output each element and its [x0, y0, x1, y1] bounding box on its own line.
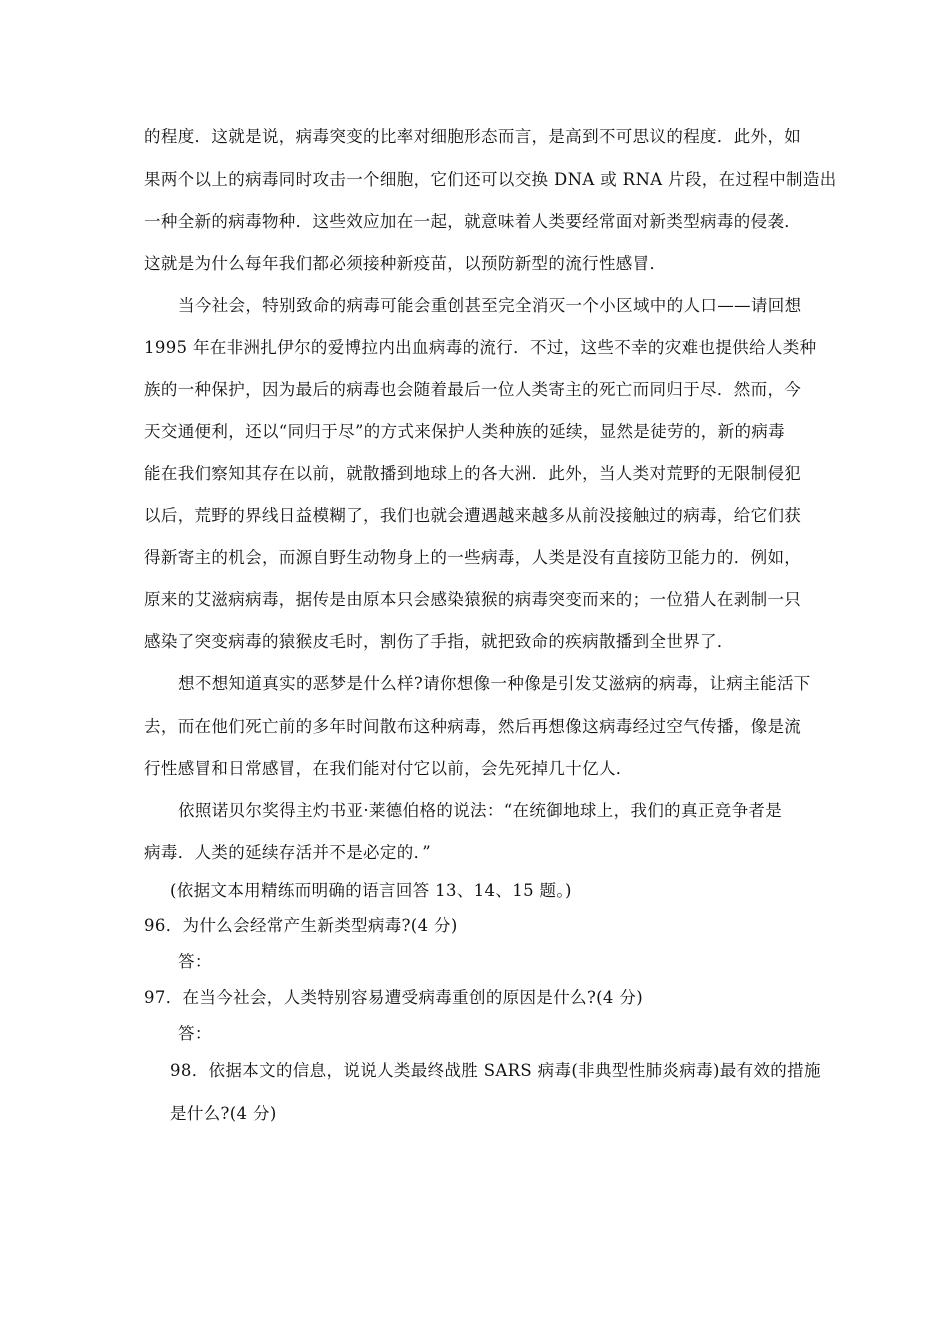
answer-label: 答：	[178, 952, 212, 971]
paragraph-line: 原来的艾滋病病毒，据传是由原本只会感染猿猴的病毒突变而来的；一位猎人在剥制一只	[144, 590, 802, 609]
paragraph-line: 依照诺贝尔奖得主灼书亚·莱德伯格的说法：“在统御地球上，我们的真正竞争者是	[178, 801, 783, 820]
paragraph-line: 感染了突变病毒的猿猴皮毛时，割伤了手指，就把致命的疾病散播到全世界了．	[144, 632, 734, 651]
paragraph-line: 1995 年在非洲扎伊尔的爱博拉内出血病毒的流行．不过，这些不幸的灾难也提供给人类种	[144, 338, 817, 357]
question-98-continued: 是什么?(4 分)	[170, 1104, 277, 1123]
paragraph-line: 果两个以上的病毒同时攻击一个细胞，它们还可以交换 DNA 或 RNA 片段，在过程中制造出	[144, 170, 837, 189]
paragraph-line: 族的一种保护，因为最后的病毒也会随着最后一位人类寄主的死亡而同归于尽．然而，今	[144, 380, 802, 399]
paragraph-line: 得新寄主的机会，而源自野生动物身上的一些病毒，人类是没有直接防卫能力的．例如，	[144, 548, 802, 567]
paragraph-line: 以后，荒野的界线日益模糊了，我们也就会遭遇越来越多从前没接触过的病毒，给它们获	[144, 506, 802, 525]
paragraph-line: 当今社会，特别致命的病毒可能会重创甚至完全消灭一个小区域中的人口——请回想	[178, 296, 802, 315]
paragraph-line: 去，而在他们死亡前的多年时间散布这种病毒，然后再想像这病毒经过空气传播，像是流	[144, 717, 802, 736]
paragraph-line: 病毒．人类的延续存活并不是必定的．”	[144, 843, 431, 862]
paragraph-line: 的程度．这就是说，病毒突变的比率对细胞形态而言，是高到不可思议的程度．此外，如	[144, 127, 802, 146]
paragraph-line: 想不想知道真实的恶梦是什么样?请你想像一种像是引发艾滋病的病毒，让病主能活下	[178, 674, 811, 693]
question-98: 98．依据本文的信息，说说人类最终战胜 SARS 病毒(非典型性肺炎病毒)最有效的措施	[170, 1061, 821, 1080]
answer-label: 答：	[178, 1024, 212, 1043]
paragraph-line: 行性感冒和日常感冒，在我们能对付它以前，会先死掉几十亿人．	[144, 759, 633, 778]
paragraph-line: 天交通便利，还以“同归于尽”的方式来保护人类种族的延续，显然是徒劳的，新的病毒	[144, 422, 786, 441]
instruction-note: (依据文本用精练而明确的语言回答 13、14、15 题。)	[170, 881, 572, 900]
question-96: 96．为什么会经常产生新类型病毒?(4 分)	[144, 916, 458, 935]
question-97: 97．在当今社会，人类特别容易遭受病毒重创的原因是什么?(4 分)	[144, 988, 644, 1007]
paragraph-line: 这就是为什么每年我们都必须接种新疫苗，以预防新型的流行性感冒．	[144, 254, 667, 273]
paragraph-line: 一种全新的病毒物种．这些效应加在一起，就意味着人类要经常面对新类型病毒的侵袭．	[144, 212, 802, 231]
paragraph-line: 能在我们察知其存在以前，就散播到地球上的各大洲．此外，当人类对荒野的无限制侵犯	[144, 464, 802, 483]
